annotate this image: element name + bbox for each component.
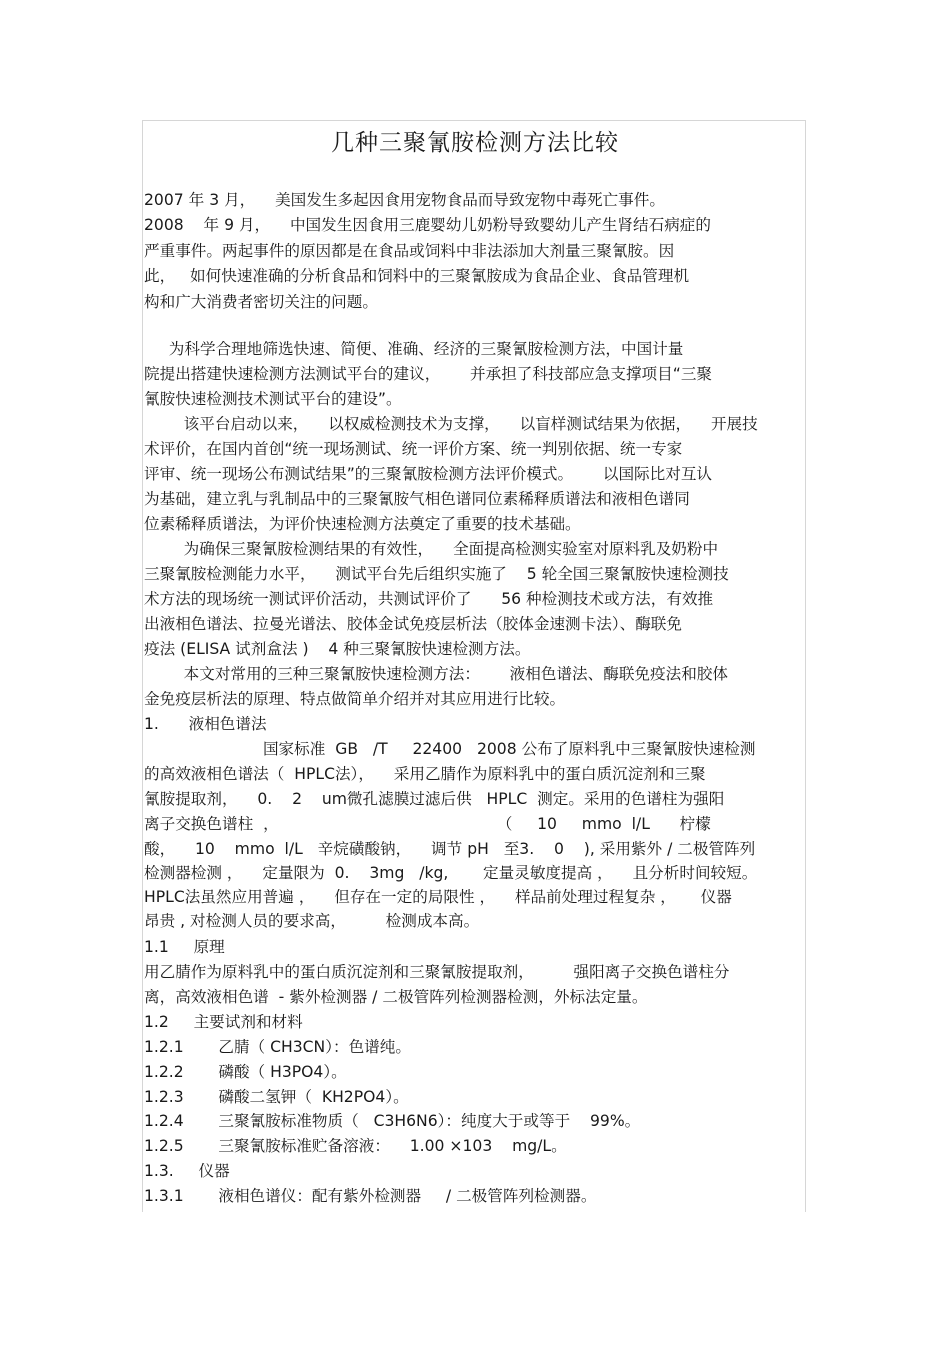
paragraph-line: 离，高效液相色谱 - 紫外检测器 / 二极管阵列检测器检测，外标法定量。 — [144, 988, 648, 1006]
paragraph-line: 本文对常用的三种三聚氰胺快速检测方法： 液相色谱法、酶联免疫法和胶体 — [144, 665, 728, 683]
section-heading: 1. 液相色谱法 — [144, 715, 267, 733]
list-item: 1.2.5 三聚氰胺标准贮备溶液： 1.00 ×103 mg/L。 — [144, 1137, 567, 1155]
paragraph-line: 术评价，在国内首创“统一现场测试、统一评价方案、统一判别依据、统一专家 — [144, 440, 683, 458]
paragraph-line: HPLC法虽然应用普遍 ， 但存在一定的局限性 ， 样品前处理过程复杂 ， 仪器 — [144, 888, 732, 906]
paragraph-line: 国家标准 GB /T 22400 2008 公布了原料乳中三聚氰胺快速检测 — [144, 740, 756, 758]
paragraph-line: 氰胺提取剂， 0. 2 um微孔滤膜过滤后供 HPLC 测定。采用的色谱柱为强阳 — [144, 790, 725, 808]
paragraph-line: 此， 如何快速准确的分析食品和饲料中的三聚氰胺成为食品企业、食品管理机 — [144, 267, 690, 285]
list-item: 1.2.1 乙腈（ CH3CN）：色谱纯。 — [144, 1038, 411, 1056]
paragraph-line: 昂贵 , 对检测人员的要求高， 检测成本高。 — [144, 912, 480, 930]
list-item: 1.2.2 磷酸（ H3PO4）。 — [144, 1063, 347, 1081]
paragraph-line: 出液相色谱法、拉曼光谱法、胶体金试免疫层析法（胶体金速测卡法）、酶联免 — [144, 615, 682, 633]
paragraph-line: 用乙腈作为原料乳中的蛋白质沉淀剂和三聚氰胺提取剂， 强阳离子交换色谱柱分 — [144, 963, 730, 981]
paragraph-line: 金免疫层析法的原理、特点做简单介绍并对其应用进行比较。 — [144, 690, 566, 708]
paragraph-line: 酸， 10 mmo l/L 辛烷磺酸钠， 调节 pH 至3. 0 ), 采用紫外 / 二极管阵列 — [144, 840, 756, 858]
paragraph-line: 氰胺快速检测技术测试平台的建设”。 — [144, 390, 402, 408]
paragraph-line: 检测器检测 ， 定量限为 0. 3mg /kg, 定量灵敏度提高 ， 且分析时间较短。 — [144, 864, 758, 882]
paragraph-line: 为确保三聚氰胺检测结果的有效性， 全面提高检测实验室对原料乳及奶粉中 — [144, 540, 719, 558]
paragraph-line: 离子交换色谱柱 ， （ 10 mmo l/L 柠檬 — [144, 815, 711, 833]
section-heading: 1.2 主要试剂和材料 — [144, 1013, 303, 1031]
list-item: 1.2.3 磷酸二氢钾（ KH2PO4）。 — [144, 1088, 409, 1106]
list-item: 1.2.4 三聚氰胺标准物质（ C3H6N6）：纯度大于或等于 99%。 — [144, 1112, 641, 1130]
paragraph-line: 疫法 (ELISA 试剂盒法 ) 4 种三聚氰胺快速检测方法。 — [144, 640, 531, 658]
section-heading: 1.1 原理 — [144, 938, 225, 956]
section-heading: 1.3. 仪器 — [144, 1162, 230, 1180]
paragraph-line: 术方法的现场统一测试评价活动，共测试评价了 56 种检测技术或方法，有效推 — [144, 590, 714, 608]
paragraph-line: 评审、统一现场公布测试结果”的三聚氰胺检测方法评价模式。 以国际比对互认 — [144, 465, 713, 483]
paragraph-line: 为科学合理地筛选快速、简便、准确、经济的三聚氰胺检测方法，中国计量 — [144, 340, 684, 358]
list-item: 1.3.1 液相色谱仪：配有紫外检测器 / 二极管阵列检测器。 — [144, 1187, 597, 1205]
paragraph-line: 该平台启动以来， 以权威检测技术为支撑， 以盲样测试结果为依据， 开展技 — [144, 415, 758, 433]
paragraph-line: 三聚氰胺检测能力水平， 测试平台先后组织实施了 5 轮全国三聚氰胺快速检测技 — [144, 565, 729, 583]
paragraph-line: 构和广大消费者密切关注的问题。 — [144, 293, 378, 311]
paragraph-line: 为基础，建立乳与乳制品中的三聚氰胺气相色谱同位素稀释质谱法和液相色谱同 — [144, 490, 690, 508]
paragraph-line: 院提出搭建快速检测方法测试平台的建议， 并承担了科技部应急支撑项目“三聚 — [144, 365, 713, 383]
paragraph-line: 严重事件。两起事件的原因都是在食品或饲料中非法添加大剂量三聚氰胺。因 — [144, 242, 675, 260]
document-title: 几种三聚氰胺检测方法比较 — [331, 130, 619, 156]
paragraph-line: 2008 年 9 月， 中国发生因食用三鹿婴幼儿奶粉导致婴幼儿产生肾结石病症的 — [144, 216, 711, 234]
paragraph-line: 2007 年 3 月， 美国发生多起因食用宠物食品而导致宠物中毒死亡事件。 — [144, 191, 665, 209]
paragraph-line: 的高效液相色谱法（ HPLC法）， 采用乙腈作为原料乳中的蛋白质沉淀剂和三聚 — [144, 765, 706, 783]
paragraph-line: 位素稀释质谱法，为评价快速检测方法奠定了重要的技术基础。 — [144, 515, 581, 533]
